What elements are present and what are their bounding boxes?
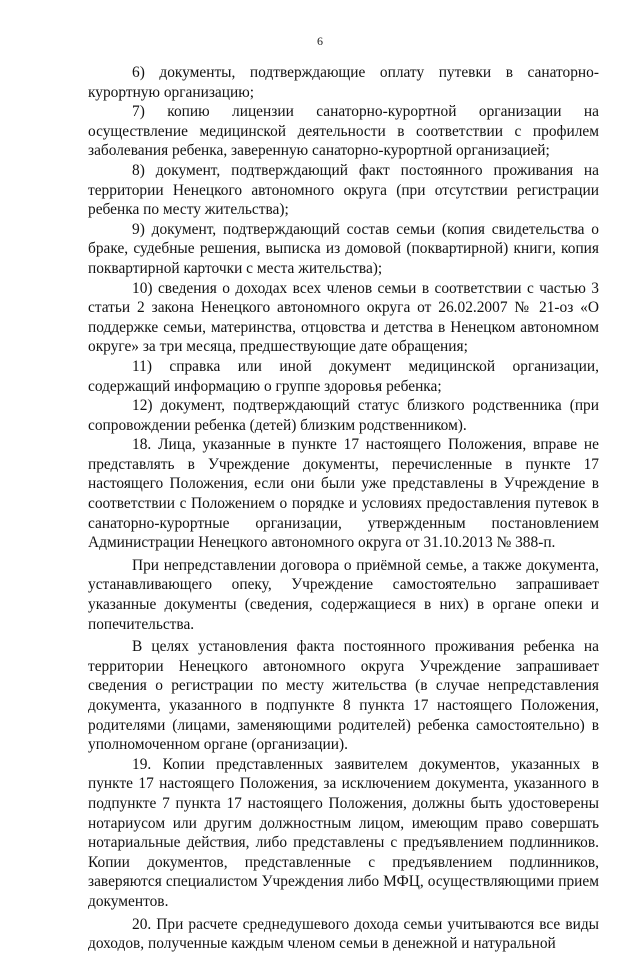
item-12-relative-status: 12) документ, подтверждающий статус близкого родственника (при сопровождении ребенка (детей) близким родственником). xyxy=(88,397,599,434)
document-body xyxy=(88,63,599,954)
item-11-health-certificate: 11) справка или иной документ медицинской организации, содержащий информацию о группе здоровья ребенка; xyxy=(88,357,599,395)
clause-18-residence-request: В целях установления факта постоянного проживания ребенка на территории Ненецкого автономного округа Учреждение запрашивает сведения о регистрации по месту жительства (в случае непредставления документа, указанного в подпункте 8 пункта 17 настоящего Положения, родителями (лицами, заменяющими родителей) ребенка самостоятельно) в уполномоченном органе (организации). xyxy=(88,638,599,754)
item-9-family-composition: 9) документ, подтверждающий состав семьи (копия свидетельства о браке, судебные решения, выписка из домовой (поквартирной) книги, копия поквартирной карточки с места жительства); xyxy=(88,220,599,277)
clause-18: 18. Лица, указанные в пункте 17 настоящего Положения, вправе не представлять в Учреждение документы, перечисленные в пункте 17 настоящего Положения, если они были уже представлены в Учреждение в соответствии с Положением о порядке и условиях предоставления путевок в санаторно-курортные организации, утвержденным постановлением Администрации Ненецкого автономного округа от 31.10.2013 № 388-п. xyxy=(88,436,599,552)
clause-19: 19. Копии представленных заявителем документов, указанных в пункте 17 настоящего Положения, за исключением документа, указанного в подпункте 7 пункта 17 настоящего Положения, должны быть удостоверены нотариусом или другим должностным лицом, имеющим право совершать нотариальные действия, либо представлены с предъявлением подлинников. Копии документов, представленные с предъявлением подлинников, заверяются специалистом Учреждения либо МФЦ, осуществляющими прием документов. xyxy=(88,755,599,910)
clause-20: 20. При расчете среднедушевого дохода семьи учитываются все виды доходов, полученные каждым членом семьи в денежной и натуральной xyxy=(88,915,599,953)
item-8-residence-document: 8) документ, подтверждающий факт постоянного проживания на территории Ненецкого автономного округа (при отсутствии регистрации ребенка по месту жительства); xyxy=(88,161,599,219)
item-6-payment-documents: 6) документы, подтверждающие оплату путевки в санаторно-курортную организацию; xyxy=(88,64,599,101)
clause-18-foster-contract: При непредставлении договора о приёмной семье, а также документа, устанавливающего опеку, Учреждение самостоятельно запрашивает указанные документы (сведения, содержащиеся в них) в органе опеки и попечительства. xyxy=(88,556,599,633)
item-10-income-information: 10) сведения о доходах всех членов семьи в соответствии с частью 3 статьи 2 закона Ненецкого автономного округа от 26.02.2007 № 21-оз «О поддержке семьи, материнства, отцовства и детства в Ненецком автономном округе» за три месяца, предшествующие дате обращения; xyxy=(88,279,599,356)
item-7-license-copy: 7) копию лицензии санаторно-курортной организации на осуществление медицинской деятельности в соответствии с профилем заболевания ребенка, заверенную санаторно-курортной организацией; xyxy=(88,103,599,160)
page-number: 6 xyxy=(317,34,323,48)
